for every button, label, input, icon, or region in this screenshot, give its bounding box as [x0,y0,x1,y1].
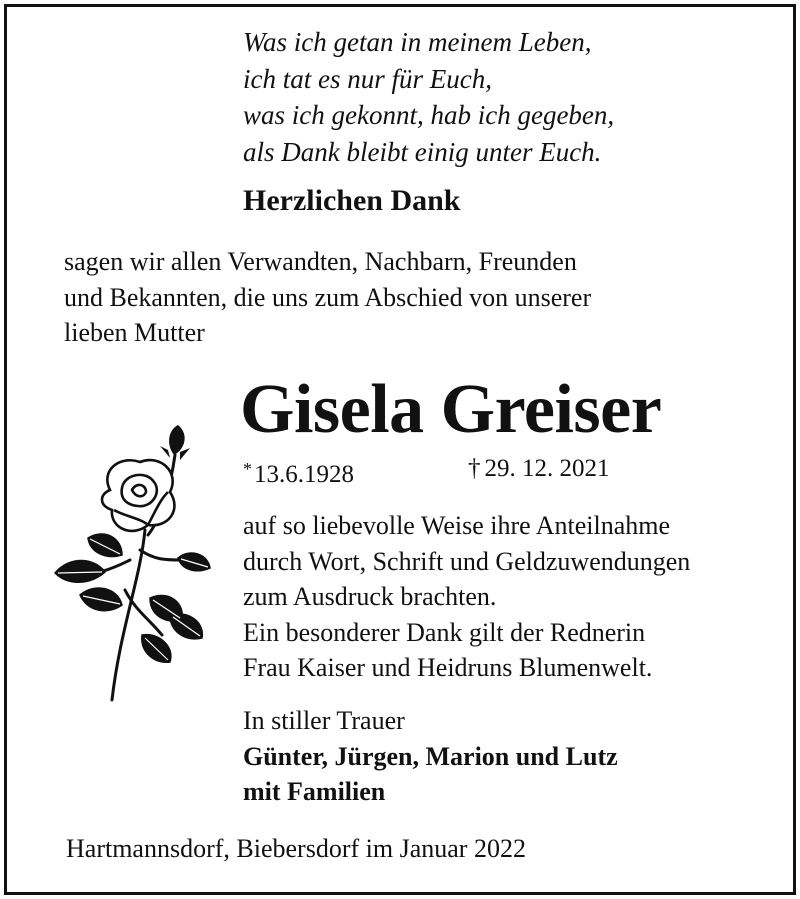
body-line: zum Ausdruck brachten. [243,582,497,611]
death-symbol: † [468,455,481,482]
poem [243,24,614,170]
body-text [243,508,690,686]
body-line: Frau Kaiser und Heidruns Blumenwelt. [243,653,653,682]
death-date [468,453,610,485]
intro-line: und Bekannten, die uns zum Abschied von unserer [64,282,592,312]
poem-line: Was ich getan in meinem Leben, [243,27,592,57]
poem-line: was ich gekonnt, hab ich gegeben, [243,100,615,130]
families-line: mit Familien [243,777,386,806]
body-line: Ein besonderer Dank gilt der Rednerin [243,617,646,647]
poem-line: als Dank bleibt einig unter Euch. [243,136,602,167]
mourning-line: In stiller Trauer [243,706,405,735]
birth-date-value: 13.6.1928 [254,461,354,488]
deceased-name: Gisela Greiser [240,371,662,448]
body-line: durch Wort, Schrift und Geldzuwendungen [243,546,691,576]
place-and-date: Hartmannsdorf, Biebersdorf im Januar 2022 [66,834,526,863]
poem-line: ich tat es nur für Euch, [243,63,492,94]
birth-symbol: * [243,459,252,479]
intro-line: sagen wir allen Verwandten, Nachbarn, Freunden [64,247,577,276]
body-line: auf so liebevolle Weise ihre Anteilnahme [243,511,671,540]
intro-text [64,244,591,351]
death-date-value: 29. 12. 2021 [484,455,610,482]
rose-icon [50,410,225,710]
heading: Herzlichen Dank [243,184,461,217]
family-names: Günter, Jürgen, Marion und Lutz [243,741,618,771]
signature-block [243,703,618,810]
intro-line: lieben Mutter [64,318,205,347]
birth-date [243,453,354,491]
